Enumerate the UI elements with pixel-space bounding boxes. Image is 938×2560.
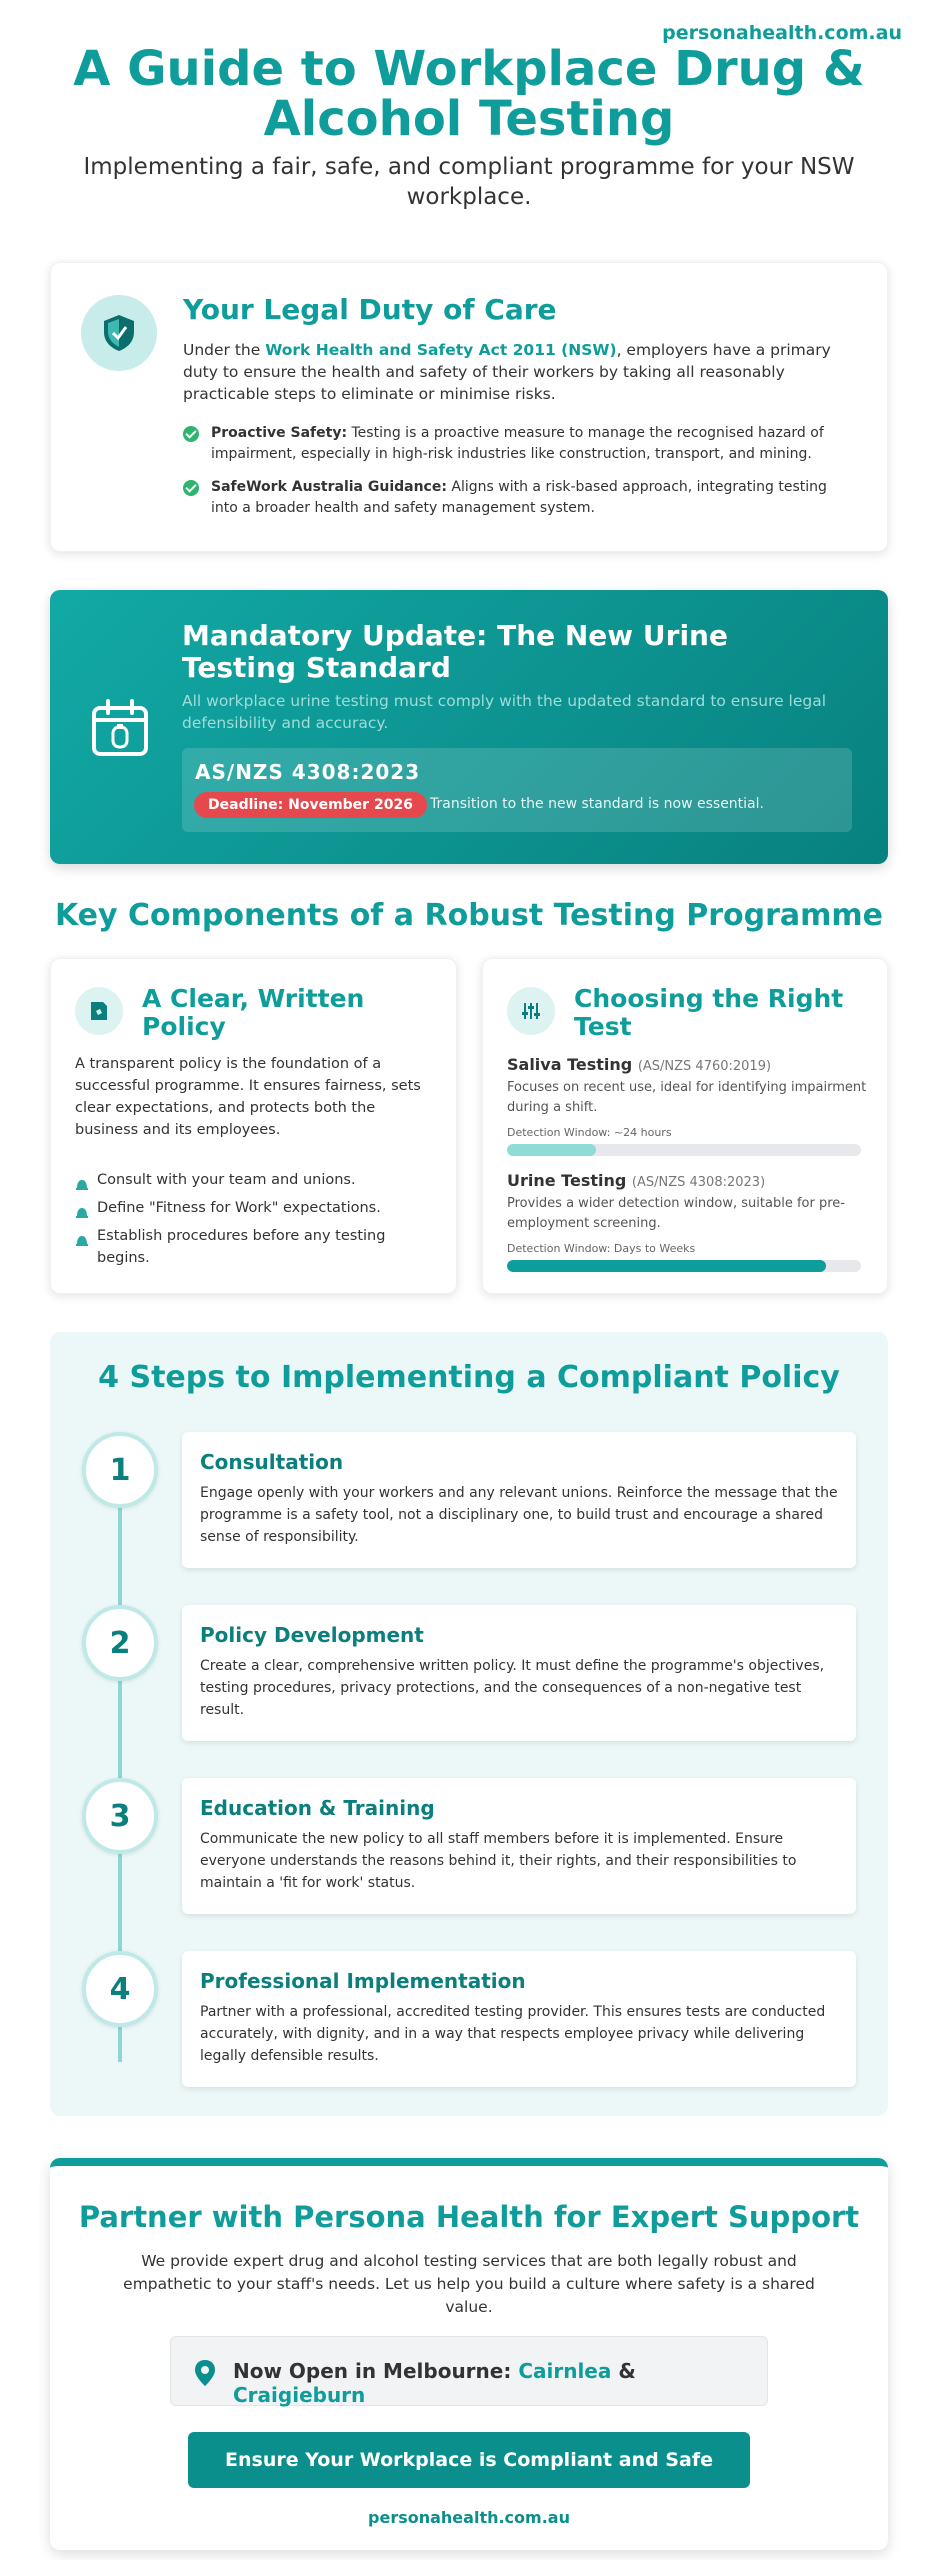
steps-section xyxy=(50,1332,888,2116)
partner-card xyxy=(50,2158,888,2550)
step-text: Partner with a professional, accredited testing provider. This ensures tests are conducted accurately, with dignity, and in a way that respects employee privacy while delivering legally defensible results. xyxy=(200,2004,826,2064)
transition-note: Transition to the new standard is now essential. xyxy=(430,796,764,812)
legal-points-list xyxy=(183,423,853,531)
step-title: Policy Development xyxy=(200,1623,424,1647)
urine-test-block: Urine Testing (AS/NZS 4308:2023) Provides a wider detection window, suitable for pre-employment screening. Detection Window: Days to Weeks xyxy=(507,1171,867,1272)
saliva-window-fill xyxy=(507,1144,596,1156)
partner-description: We provide expert drug and alcohol testing services that are both legally robust and empathetic to your staff's needs. Let us help you build a culture where safety is a shared value. xyxy=(123,2252,815,2316)
step-number-3: 3 xyxy=(82,1778,158,1854)
list-item: Consult with your team and unions. xyxy=(75,1169,435,1191)
policy-card-title: A Clear, Written Policy xyxy=(142,984,365,1041)
step-card-education xyxy=(182,1778,856,1914)
saliva-window-bar xyxy=(507,1144,861,1156)
list-item: Establish procedures before any testing begins. xyxy=(75,1225,435,1269)
banner-description: All workplace urine testing must comply with the updated standard to ensure legal defensibility and accuracy. xyxy=(182,692,827,732)
legal-duty-body: Under the Work Health and Safety Act 2011 (NSW), employers have a primary duty to ensure the health and safety of their workers by taking all reasonably practicable steps to eliminate or minimise risks. xyxy=(183,341,831,403)
saliva-window: Detection Window: ~24 hours xyxy=(507,1126,672,1139)
shield-icon xyxy=(81,295,157,371)
step-title: Consultation xyxy=(200,1450,344,1474)
urine-window: Detection Window: Days to Weeks xyxy=(507,1242,696,1255)
urine-standard: (AS/NZS 4308:2023) xyxy=(631,1175,766,1190)
step-title: Professional Implementation xyxy=(200,1969,526,1993)
location-cairnlea: Cairnlea xyxy=(518,2359,612,2383)
steps-section-title: 4 Steps to Implementing a Compliant Policy xyxy=(98,1360,840,1395)
urine-standard-banner xyxy=(50,590,888,864)
page-subtitle: Implementing a fair, safe, and compliant programme for your NSW workplace. xyxy=(83,154,855,210)
location-text: Now Open in Melbourne: Cairnlea & Craigieburn xyxy=(233,2359,636,2407)
saliva-test-block: Saliva Testing (AS/NZS 4760:2019) Focuses on recent use, ideal for identifying impairment during a shift. Detection Window: ~24 hours xyxy=(507,1055,867,1156)
check-icon xyxy=(183,480,199,496)
urine-window-bar xyxy=(507,1260,861,1272)
deadline-badge: Deadline: November 2026 xyxy=(194,792,427,818)
legal-duty-card xyxy=(50,262,888,552)
step-text: Communicate the new policy to all staff members before it is implemented. Ensure everyone understands the reasons behind it, their rights, and their responsibilities to maintain a 'fit for work' status. xyxy=(200,1831,797,1891)
map-pin-icon xyxy=(193,2359,217,2391)
step-card-consultation xyxy=(182,1432,856,1568)
urine-window-fill xyxy=(507,1260,826,1272)
legal-duty-title: Your Legal Duty of Care xyxy=(183,293,557,326)
list-item: Proactive Safety: Testing is a proactive measure to manage the recognised hazard of impairment, especially in high-risk industries like construction, transport, and mining. xyxy=(183,423,853,465)
site-url-link[interactable]: personahealth.com.au xyxy=(662,22,902,44)
written-policy-card xyxy=(50,958,457,1294)
hard-hat-icon xyxy=(75,1231,89,1253)
step-number-1: 1 xyxy=(82,1432,158,1508)
cta-button[interactable]: Ensure Your Workplace is Compliant and Safe xyxy=(188,2432,750,2488)
step-title: Education & Training xyxy=(200,1796,435,1820)
check-icon xyxy=(183,426,199,442)
step-card-policy-development xyxy=(182,1605,856,1741)
footer-url-link[interactable]: personahealth.com.au xyxy=(368,2508,570,2527)
saliva-standard: (AS/NZS 4760:2019) xyxy=(637,1059,772,1074)
saliva-desc: Focuses on recent use, ideal for identifying impairment during a shift. xyxy=(507,1080,867,1115)
step-card-implementation xyxy=(182,1951,856,2087)
choose-test-card xyxy=(482,958,888,1294)
step-number-2: 2 xyxy=(82,1605,158,1681)
hard-hat-icon xyxy=(75,1175,89,1197)
hard-hat-icon xyxy=(75,1203,89,1225)
location-craigieburn: Craigieburn xyxy=(233,2383,366,2407)
policy-items-list xyxy=(75,1169,435,1275)
standard-box xyxy=(182,748,852,832)
list-item: SafeWork Australia Guidance: Aligns with a risk-based approach, integrating testing into a broader health and safety management system. xyxy=(183,477,853,519)
step-number-4: 4 xyxy=(82,1951,158,2027)
partner-title: Partner with Persona Health for Expert Support xyxy=(78,2200,860,2234)
calendar-icon xyxy=(88,696,152,764)
urine-desc: Provides a wider detection window, suitable for pre-employment screening. xyxy=(507,1196,845,1231)
location-box xyxy=(170,2336,768,2406)
document-icon xyxy=(75,987,123,1035)
choose-test-title: Choosing the Right Test xyxy=(574,984,844,1041)
step-text: Create a clear, comprehensive written policy. It must define the programme's objectives, testing procedures, privacy protections, and the consequences of a non-negative test result. xyxy=(200,1658,825,1718)
components-section-title: Key Components of a Robust Testing Programme xyxy=(54,898,884,933)
banner-title: Mandatory Update: The New Urine Testing Standard xyxy=(182,619,728,684)
act-name: Work Health and Safety Act 2011 (NSW) xyxy=(265,341,617,359)
page-title: A Guide to Workplace Drug & Alcohol Testing xyxy=(73,41,865,147)
policy-card-text: A transparent policy is the foundation of a successful programme. It ensures fairness, sets clear expectations, and protects both the business and its employees. xyxy=(75,1056,421,1138)
sliders-icon xyxy=(507,987,555,1035)
step-text: Engage openly with your workers and any relevant unions. Reinforce the message that the programme is a safety tool, not a disciplinary one, to build trust and encourage a shared sense of responsibility. xyxy=(200,1485,838,1545)
standard-code: AS/NZS 4308:2023 xyxy=(195,760,421,784)
list-item: Define "Fitness for Work" expectations. xyxy=(75,1197,435,1219)
